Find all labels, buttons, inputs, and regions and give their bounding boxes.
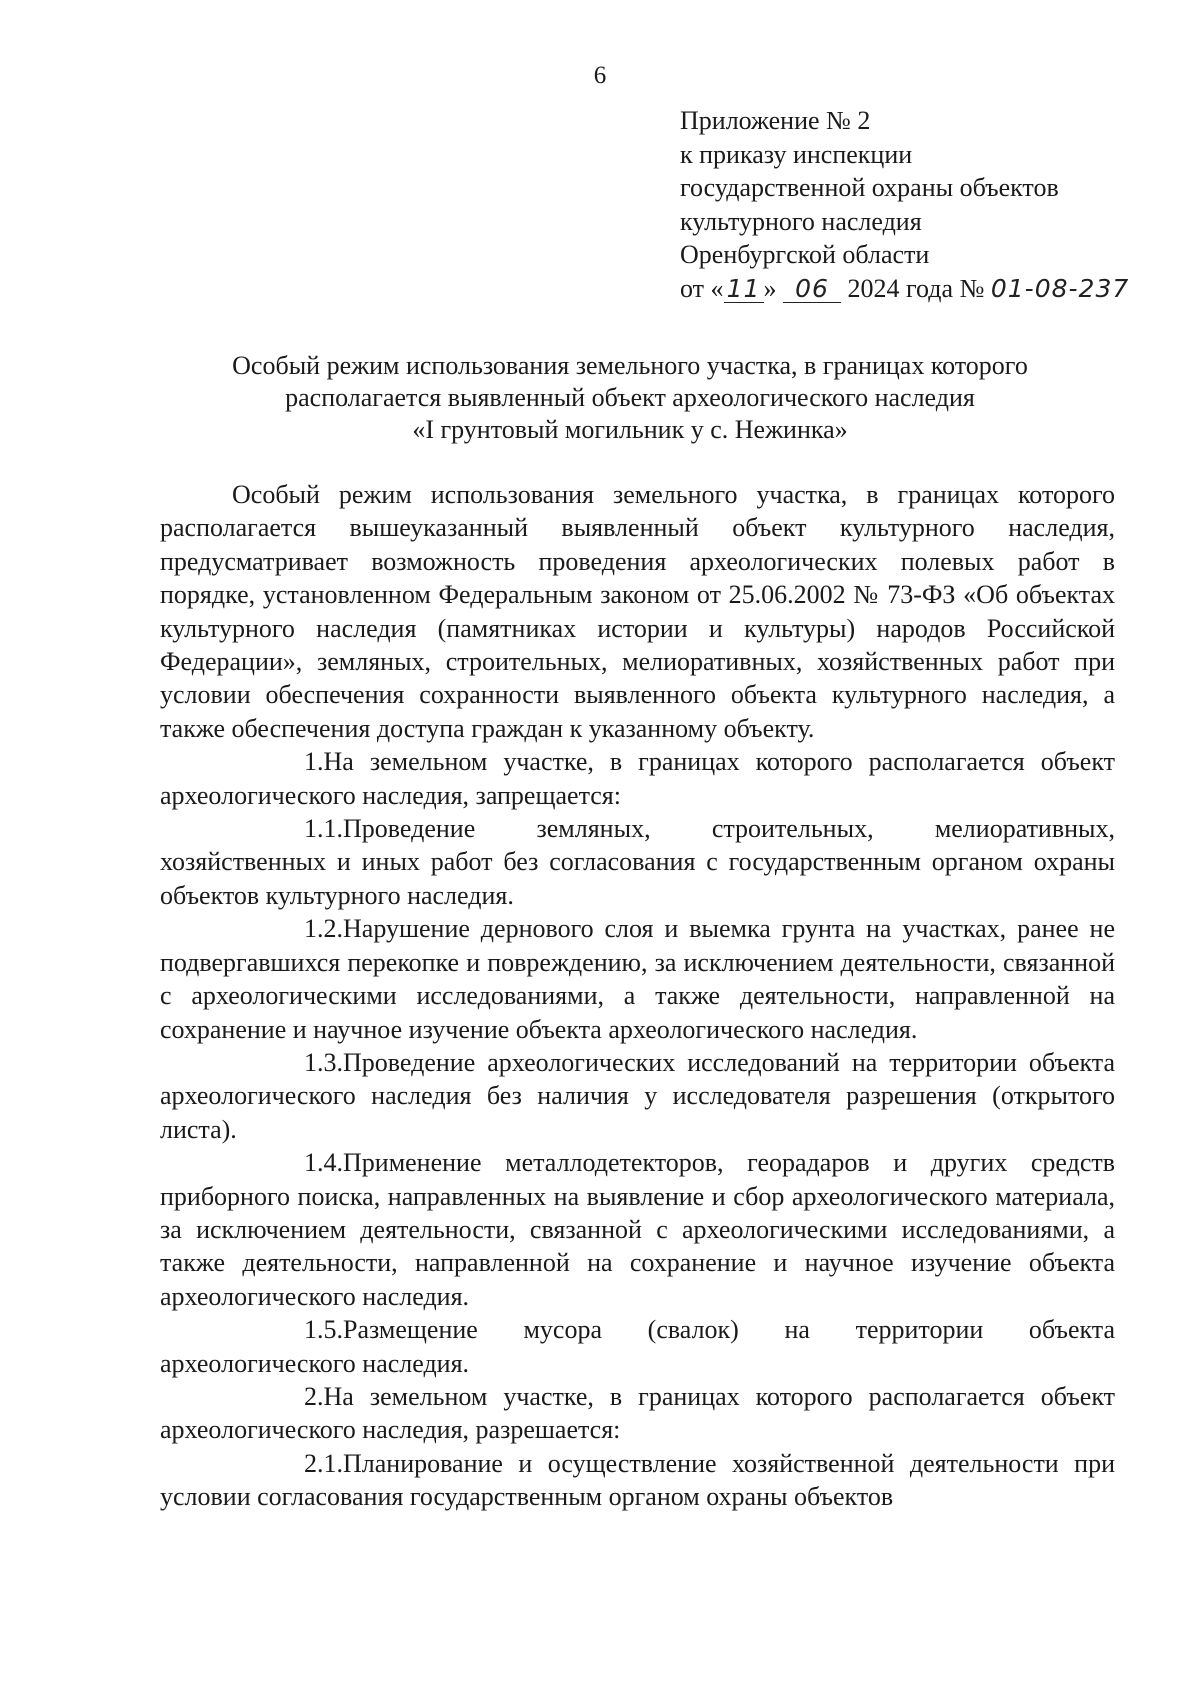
section-number: 1.2. xyxy=(304,914,343,944)
section-text: Проведение земляных, строительных, мелиоративных, хозяйственных и иных работ без согласования с государственным органом охраны объектов культурного наследия. xyxy=(160,814,1115,910)
section-1-2 xyxy=(160,912,1115,1046)
title-line: располагается выявленный объект археологического наследия xyxy=(285,383,975,412)
date-sep: » xyxy=(763,273,777,303)
section-number: 1.4. xyxy=(304,1148,343,1178)
section-text: Планирование и осуществление хозяйственной деятельности при условии согласования государственным органом охраны объектов xyxy=(160,1448,1115,1512)
section-2 xyxy=(160,1380,1115,1447)
date-month-handwritten: 06 xyxy=(783,276,841,303)
title-line: «I грунтовый могильник у с. Нежинка» xyxy=(412,415,848,444)
document-title xyxy=(170,350,1090,446)
appendix-line: культурного наследия xyxy=(680,206,922,236)
date-prefix: от « xyxy=(680,273,724,303)
appendix-line: государственной охраны объектов xyxy=(680,173,1059,202)
section-1-4 xyxy=(160,1146,1115,1313)
order-number-handwritten: 01-08-237 xyxy=(990,273,1130,303)
section-number: 2.1. xyxy=(304,1448,343,1478)
appendix-header xyxy=(680,104,1129,305)
intro-paragraph: Особый режим использования земельного участка, в границах которого располагается вышеуказанный выявленный объект культурного наследия, предусматривает возможность проведения археологических полевых работ в порядке, установленном Федеральным законом от 25.06.2002 № 73-ФЗ «Об объектах культурного наследия (памятниках истории и культуры) народов Российской Федерации», земляных, строительных, мелиоративных, хозяйственных работ при условии обеспечения сохранности выявленного объекта культурного наследия, а также обеспечения доступа граждан к указанному объекту. xyxy=(160,480,1115,743)
section-1-3 xyxy=(160,1046,1115,1146)
section-1-5 xyxy=(160,1313,1115,1380)
section-number: 1. xyxy=(304,747,324,777)
section-number: 1.3. xyxy=(304,1047,343,1077)
section-text: Проведение археологических исследований на территории объекта археологического наследия без наличия у исследователя разрешения (открытого листа). xyxy=(160,1047,1115,1144)
appendix-line: Оренбургской области xyxy=(680,240,930,269)
appendix-line: Приложение № 2 xyxy=(680,106,871,135)
section-number: 2. xyxy=(304,1381,324,1411)
section-text: Нарушение дернового слоя и выемка грунта на участках, ранее не подвергавшихся перекопке и повреждению, за исключением деятельности, связанной с археологическими исследованиями, а также деятельности, направленной на сохранение и научное изучение объекта археологического наследия. xyxy=(160,914,1115,1044)
section-text: Размещение мусора (свалок) на территории объекта археологического наследия. xyxy=(160,1315,1115,1378)
date-year-text: 2024 года № xyxy=(847,273,985,303)
appendix-line: к приказу инспекции xyxy=(680,139,913,169)
section-1-1 xyxy=(160,812,1115,912)
document-body xyxy=(160,478,1115,1514)
section-2-1 xyxy=(160,1447,1115,1514)
page-number: 6 xyxy=(593,62,607,89)
section-1 xyxy=(160,745,1115,812)
section-text: На земельном участке, в границах которого располагается объект археологического наследия, разрешается: xyxy=(160,1381,1115,1445)
order-date-line xyxy=(680,272,1129,306)
section-text: Применение металлодетекторов, георадаров и других средств приборного поиска, направленных на выявление и сбор археологического материала, за исключением деятельности, связанной с археологическими исследованиями, а также деятельности, направленной на сохранение и научное изучение объекта археологического наследия. xyxy=(160,1148,1115,1311)
section-number: 1.5. xyxy=(304,1315,343,1345)
title-line: Особый режим использования земельного участка, в границах которого xyxy=(232,351,1028,380)
section-number: 1.1. xyxy=(304,814,343,844)
section-text: На земельном участке, в границах которого располагается объект археологического наследия, запрещается: xyxy=(160,747,1115,810)
date-day-handwritten: 11 xyxy=(724,276,764,303)
